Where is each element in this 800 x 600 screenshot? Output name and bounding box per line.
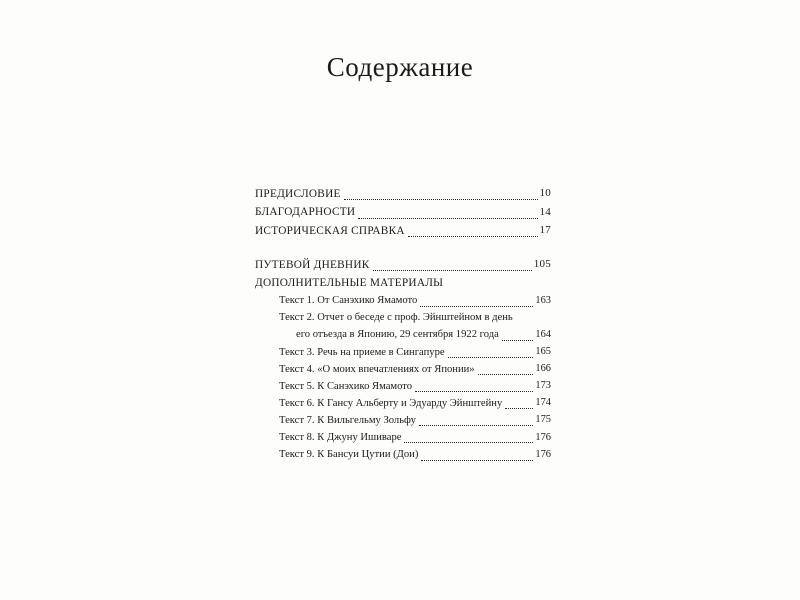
toc-group-main (255, 256, 551, 464)
toc-entry-label: ПУТЕВОЙ ДНЕВНИК (255, 258, 370, 271)
toc-entry-label: Текст 3. Речь на приеме в Сингапуре (279, 346, 445, 358)
toc-section-heading: ДОПОЛНИТЕЛЬНЫЕ МАТЕРИАЛЫ (255, 277, 444, 290)
toc-entry-page: 163 (535, 294, 551, 306)
page-title: Содержание (326, 52, 474, 82)
leader-dots (373, 269, 532, 271)
leader-dots (421, 459, 533, 461)
leader-dots (478, 373, 534, 375)
toc-entry-page: 174 (535, 397, 551, 409)
leader-dots (415, 390, 533, 392)
toc-entry-page: 173 (535, 380, 551, 392)
toc-entry[interactable] (255, 256, 551, 274)
toc-entry-label: Текст 2. Отчет о беседе с проф. Эйнштейном в день (279, 311, 513, 323)
leader-dots (419, 424, 533, 426)
toc-entry-page: 166 (535, 362, 551, 374)
toc-entry-label: Текст 6. К Гансу Альберту и Эдуарду Эйнштейну (279, 397, 503, 409)
toc-entry-page: 175 (535, 414, 551, 426)
toc-entry-page: 14 (539, 205, 551, 218)
toc-entry-label: Текст 1. От Санэхико Ямамото (279, 295, 418, 307)
toc-entry[interactable] (255, 395, 551, 412)
toc-entry-label: БЛАГОДАРНОСТИ (255, 206, 356, 219)
toc-entry[interactable] (255, 344, 551, 361)
toc-entry-page: 165 (535, 345, 551, 357)
toc-entry[interactable] (255, 310, 551, 344)
toc-entry-page: 17 (539, 224, 551, 237)
toc-entry[interactable] (255, 361, 551, 378)
toc-entry[interactable] (255, 429, 551, 446)
toc-entry[interactable] (255, 222, 551, 240)
leader-dots (344, 198, 538, 200)
toc-entry-label: Текст 4. «О моих впечатлениях от Японии» (279, 363, 475, 375)
toc-entry-label: Текст 9. К Бансуи Цутии (Дои) (279, 449, 419, 461)
toc-entry[interactable] (255, 185, 551, 203)
toc-entry-page: 164 (535, 328, 551, 340)
toc-entry-label-cont: его отъезда в Японию, 29 сентября 1922 года (296, 328, 499, 340)
toc-entry[interactable] (255, 378, 551, 395)
toc-entry-label: Текст 7. К Вильгельму Зольфу (279, 415, 416, 427)
toc-entry-page: 10 (539, 187, 551, 200)
leader-dots (505, 407, 533, 409)
toc-entry[interactable] (255, 446, 551, 463)
leader-dots (420, 305, 533, 307)
leader-dots (408, 235, 538, 237)
toc-entry-label: ПРЕДИСЛОВИЕ (255, 188, 341, 200)
toc-entry-page: 105 (533, 258, 551, 271)
toc-entry-label: Текст 8. К Джуну Ишиваре (279, 432, 402, 444)
leader-dots (502, 339, 534, 341)
toc-entry-label: Текст 5. К Санэхико Ямамото (279, 380, 413, 392)
toc-entry-page: 176 (535, 431, 551, 443)
leader-dots (358, 217, 537, 219)
leader-dots (448, 356, 534, 358)
leader-dots (404, 441, 533, 443)
table-of-contents (255, 185, 551, 464)
toc-entry[interactable] (255, 292, 551, 309)
toc-entry-page: 176 (535, 448, 551, 460)
toc-entry-label: ИСТОРИЧЕСКАЯ СПРАВКА (255, 224, 405, 237)
toc-entry[interactable] (255, 412, 551, 429)
toc-entry[interactable] (255, 203, 551, 221)
toc-group-front-matter (255, 185, 551, 240)
